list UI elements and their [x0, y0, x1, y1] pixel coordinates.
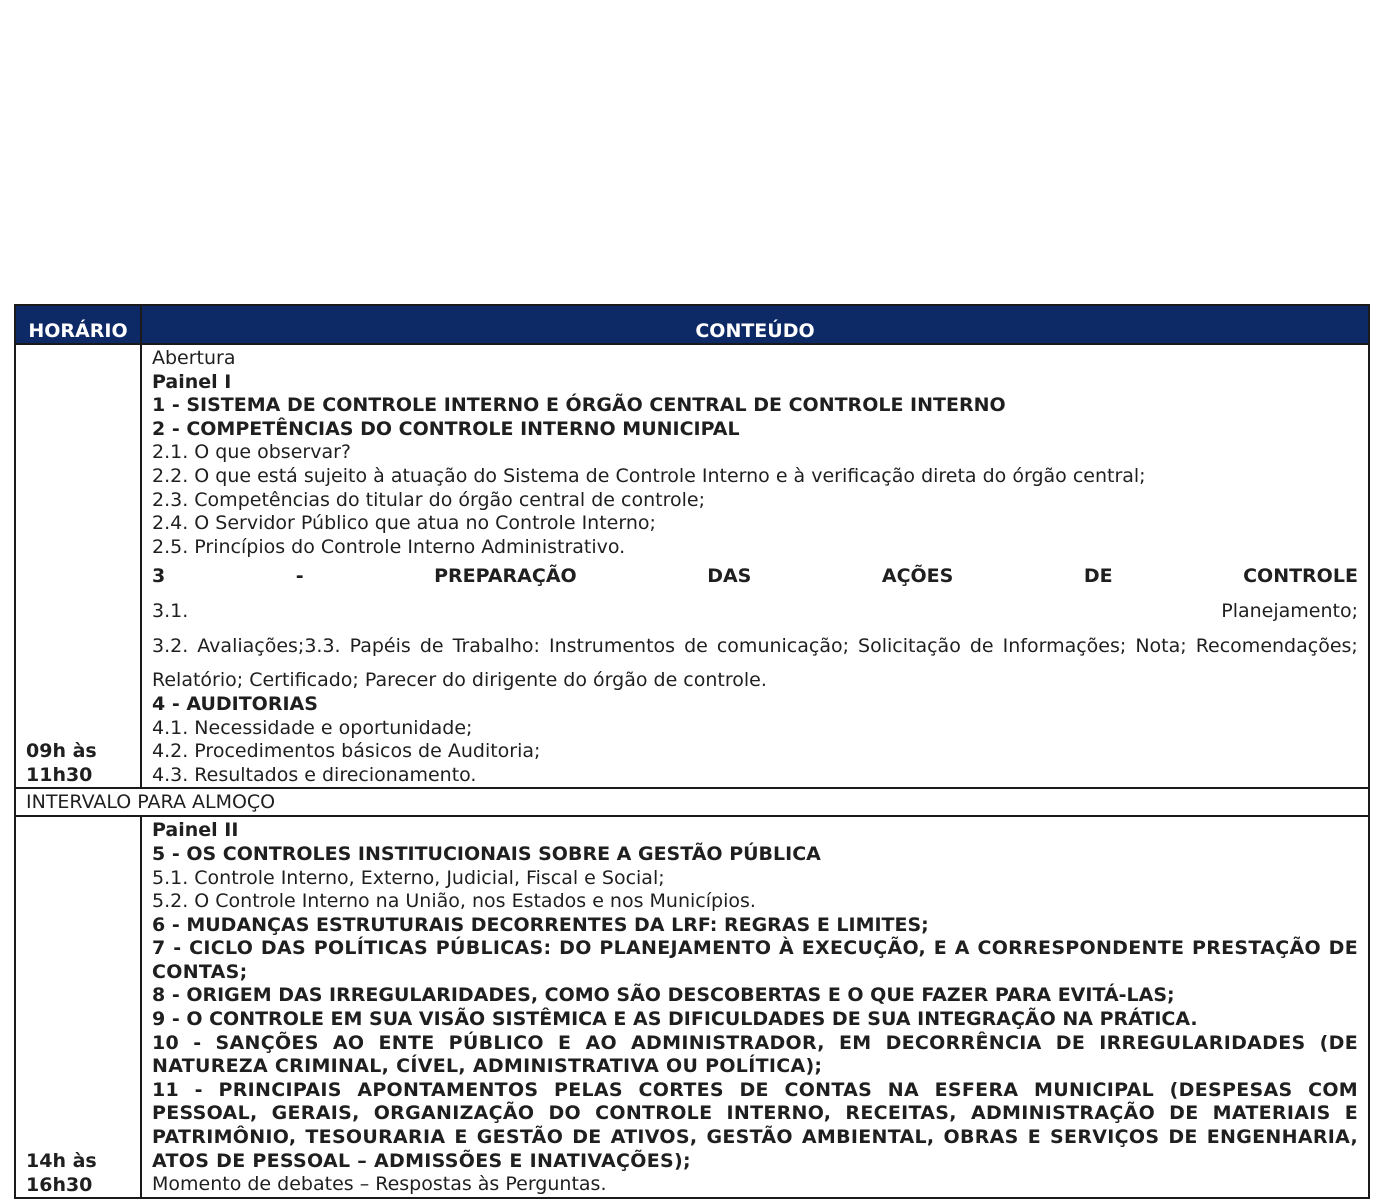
subtopic: 5.1. Controle Interno, Externo, Judicial, Fiscal e Social;	[152, 866, 665, 889]
table-row-morning	[15, 344, 1369, 788]
content-cell-afternoon	[141, 816, 1369, 1198]
topic-heading: 1 - SISTEMA DE CONTROLE INTERNO E ÓRGÃO CENTRAL DE CONTROLE INTERNO	[152, 394, 1006, 417]
subtopic-justified	[152, 629, 1358, 664]
topic-heading: 9 - O CONTROLE EM SUA VISÃO SISTÊMICA E AS DIFICULDADES DE SUA INTEGRAÇÃO NA PRÁTICA.	[152, 1008, 1198, 1031]
subtopic-word: comunicação;	[716, 635, 850, 658]
subtopic: 2.5. Princípios do Controle Interno Administrativo.	[152, 535, 626, 558]
subtopic-text: Planejamento;	[1221, 600, 1358, 623]
time-cell-morning	[15, 344, 141, 788]
time-start: 09h às	[26, 740, 97, 763]
heading-word: PREPARAÇÃO	[434, 565, 577, 588]
topic-heading: 7 - CICLO DAS POLÍTICAS PÚBLICAS: DO PLANEJAMENTO À EXECUÇÃO, E A CORRESPONDENTE PRESTAÇÃO DE CONTAS;	[152, 937, 1358, 983]
subtopic: 2.3. Competências do titular do órgão central de controle;	[152, 488, 705, 511]
subtopic-word: Papéis	[349, 635, 411, 658]
subtopic: 2.1. O que observar?	[152, 441, 351, 464]
panel-title: Painel I	[152, 370, 232, 393]
heading-word: DE	[1083, 565, 1113, 588]
header-conteudo: CONTEÚDO	[141, 305, 1369, 344]
subtopic-number: 3.1.	[152, 600, 189, 623]
debate-text: Momento de debates – Respostas às Perguntas.	[152, 1173, 607, 1196]
subtopic: 2.2. O que está sujeito à atuação do Sistema de Controle Interno e à verificação direta do órgão central;	[152, 464, 1146, 487]
subtopic-word: Avaliações;3.3.	[197, 635, 341, 658]
topic-heading: 4 - AUDITORIAS	[152, 692, 318, 715]
topic-heading-justified	[152, 559, 1358, 594]
subtopic: 4.1. Necessidade e oportunidade;	[152, 716, 473, 739]
subtopic-justified	[152, 594, 1358, 629]
heading-word: DAS	[707, 565, 752, 588]
subtopic: 2.4. O Servidor Público que atua no Controle Interno;	[152, 512, 656, 535]
subtopic-word: de	[684, 635, 708, 658]
schedule-table	[14, 304, 1370, 1199]
time-end: 16h30	[26, 1173, 93, 1196]
subtopic-word: Recomendações;	[1195, 635, 1358, 658]
topic-heading: 5 - OS CONTROLES INSTITUCIONAIS SOBRE A GESTÃO PÚBLICA	[152, 842, 821, 865]
topic-heading: 2 - COMPETÊNCIAS DO CONTROLE INTERNO MUNICIPAL	[152, 417, 740, 440]
subtopic-word: Nota;	[1135, 635, 1187, 658]
subtopic-word: 3.2.	[152, 635, 189, 658]
topic-heading: 10 - SANÇÕES AO ENTE PÚBLICO E AO ADMINISTRADOR, EM DECORRÊNCIA DE IRREGULARIDADES (DE NATUREZA CRIMINAL, CÍVEL, ADMINISTRATIVA OU POLÍTICA);	[152, 1031, 1358, 1078]
time-cell-afternoon	[15, 816, 141, 1198]
heading-word: CONTROLE	[1243, 565, 1358, 588]
subtopic-word: Solicitação	[858, 635, 961, 658]
subtopic: Relatório; Certificado; Parecer do dirigente do órgão de controle.	[152, 669, 767, 692]
break-cell: INTERVALO PARA ALMOÇO	[15, 788, 1369, 816]
topic-heading: 6 - MUDANÇAS ESTRUTURAIS DECORRENTES DA LRF: REGRAS E LIMITES;	[152, 913, 929, 936]
header-horario: HORÁRIO	[15, 305, 141, 344]
subtopic: 5.2. O Controle Interno na União, nos Estados e nos Municípios.	[152, 890, 756, 913]
content-cell-morning	[141, 344, 1369, 788]
topic-heading: 11 - PRINCIPAIS APONTAMENTOS PELAS CORTES DE CONTAS NA ESFERA MUNICIPAL (DESPESAS COM PESSOAL, GERAIS, ORGANIZAÇÃO DO CONTROLE INTERNO, RECEITAS, ADMINISTRAÇÃO DE MATERIAIS E PATRIMÔNIO, TESOURARIA E GESTÃO DE ATIVOS, GESTÃO AMBIENTAL, OBRAS E SERVIÇOS DE ENGENHARIA, ATOS DE PESSOAL – ADMISSÕES E INATIVAÇÕES);	[152, 1078, 1358, 1172]
heading-word: AÇÕES	[881, 565, 954, 588]
subtopic: 4.2. Procedimentos básicos de Auditoria;	[152, 740, 541, 763]
time-end: 11h30	[26, 764, 93, 787]
opening-text: Abertura	[152, 347, 236, 369]
subtopic-word: de	[969, 635, 994, 658]
subtopic: 4.3. Resultados e direcionamento.	[152, 763, 477, 786]
subtopic-word: Instrumentos	[548, 635, 676, 658]
subtopic-word: Informações;	[1002, 635, 1127, 658]
table-header-row	[15, 305, 1369, 344]
topic-heading: 8 - ORIGEM DAS IRREGULARIDADES, COMO SÃO DESCOBERTAS E O QUE FAZER PARA EVITÁ-LAS;	[152, 984, 1175, 1007]
table-row-break	[15, 788, 1369, 816]
subtopic-word: Trabalho:	[452, 635, 540, 658]
table-row-afternoon	[15, 816, 1369, 1198]
time-start: 14h às	[26, 1149, 97, 1172]
subtopic-word: de	[419, 635, 444, 658]
heading-word: 3	[152, 565, 166, 588]
heading-word: -	[295, 565, 304, 588]
panel-title: Painel II	[152, 819, 239, 842]
